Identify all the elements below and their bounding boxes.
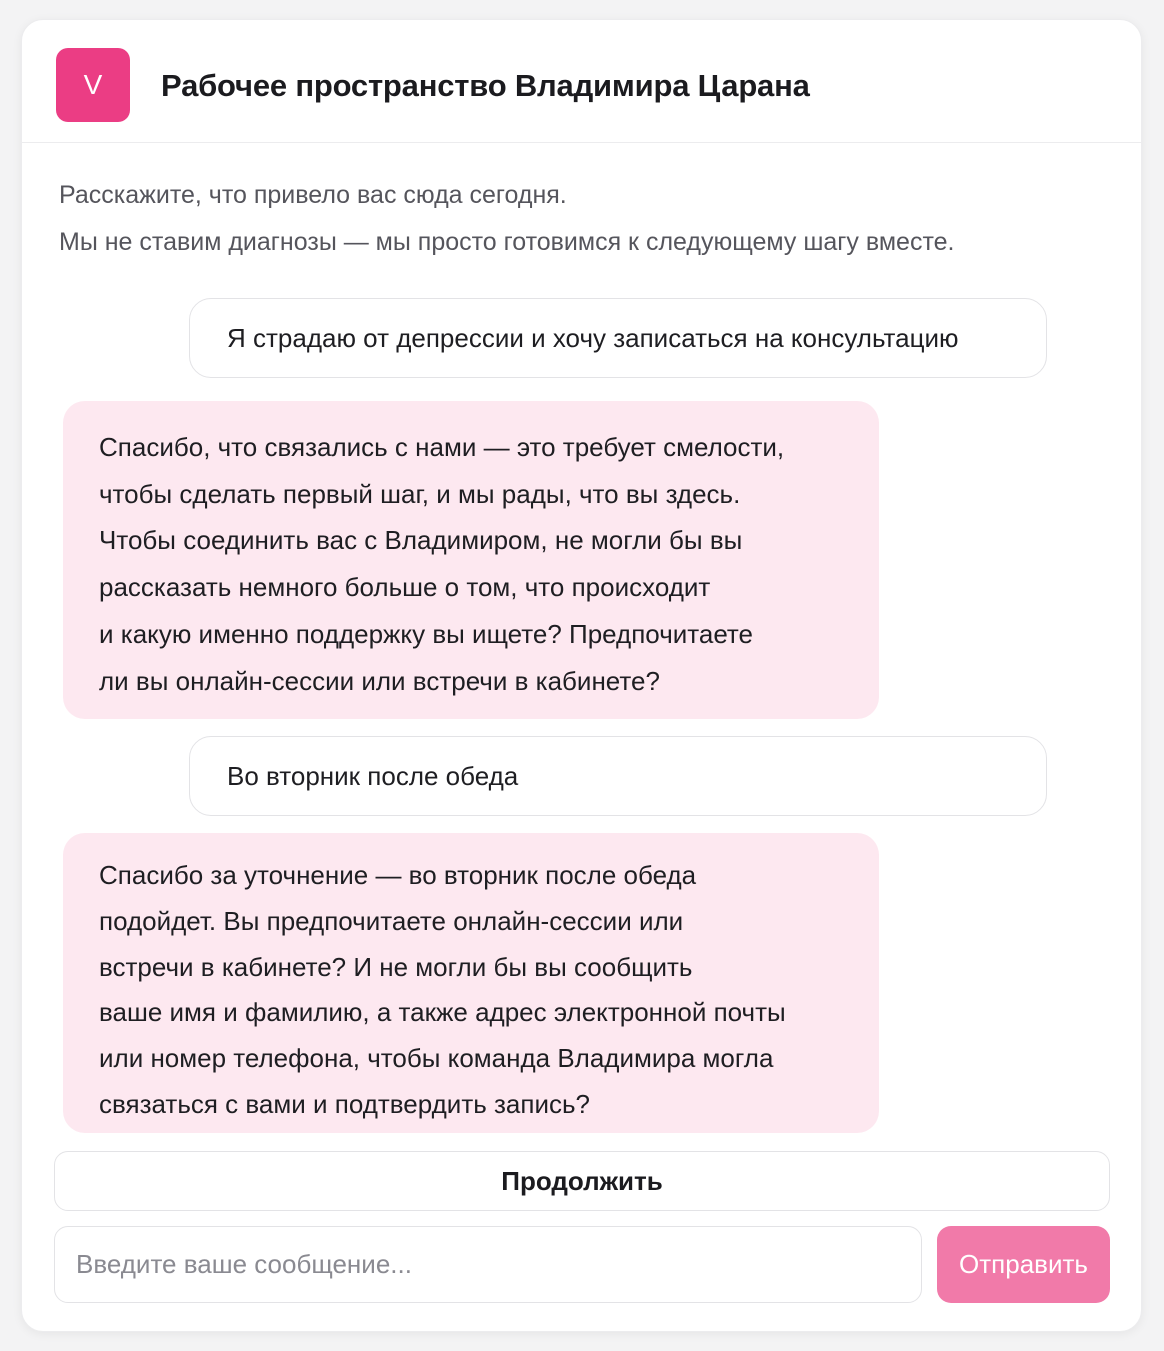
message-input[interactable] — [54, 1226, 922, 1303]
assistant-message — [63, 833, 879, 1133]
intro-line-1: Расскажите, что привело вас сюда сегодня. — [59, 181, 567, 209]
assistant-message-line: встречи в кабинете? И не могли бы вы сообщить — [99, 951, 693, 982]
assistant-message-line: подойдет. Вы предпочитаете онлайн-сессии или — [99, 905, 684, 936]
user-message-text: Я страдаю от депрессии и хочу записаться на консультацию — [227, 322, 959, 353]
user-message-text: Во вторник после обеда — [227, 760, 519, 791]
intro-text — [59, 172, 1079, 266]
chat-window — [21, 19, 1142, 1332]
assistant-message-line: связаться с вами и подтвердить запись? — [99, 1088, 590, 1119]
assistant-message-line: чтобы сделать первый шаг, и мы рады, что вы здесь. — [99, 478, 741, 509]
chat-header — [22, 20, 1141, 143]
assistant-message-line: рассказать немного больше о том, что происходит — [99, 572, 711, 603]
page-title: Рабочее пространство Владимира Царана — [161, 68, 810, 103]
assistant-message-line: Чтобы соединить вас с Владимиром, не могли бы вы — [99, 525, 743, 556]
user-message — [189, 736, 1047, 816]
assistant-message-line: Спасибо за уточнение — во вторник после обеда — [99, 860, 697, 890]
assistant-message — [63, 401, 879, 719]
assistant-message-line: Спасибо, что связались с нами — это требует смелости, — [99, 432, 785, 462]
assistant-message-line: или номер телефона, чтобы команда Владимира могла — [99, 1043, 774, 1074]
intro-line-2: Мы не ставим диагнозы — мы просто готовимся к следующему шагу вместе. — [59, 228, 955, 256]
assistant-message-line: ли вы онлайн-сессии или встречи в кабинете? — [99, 665, 660, 696]
workspace-logo: V — [56, 48, 130, 122]
assistant-message-line: и какую именно поддержку вы ищете? Предпочитаете — [99, 618, 754, 649]
send-button[interactable]: Отправить — [937, 1226, 1110, 1303]
assistant-message-line: ваше имя и фамилию, а также адрес электронной почты — [99, 997, 786, 1028]
user-message — [189, 298, 1047, 378]
continue-button[interactable]: Продолжить — [54, 1151, 1110, 1211]
